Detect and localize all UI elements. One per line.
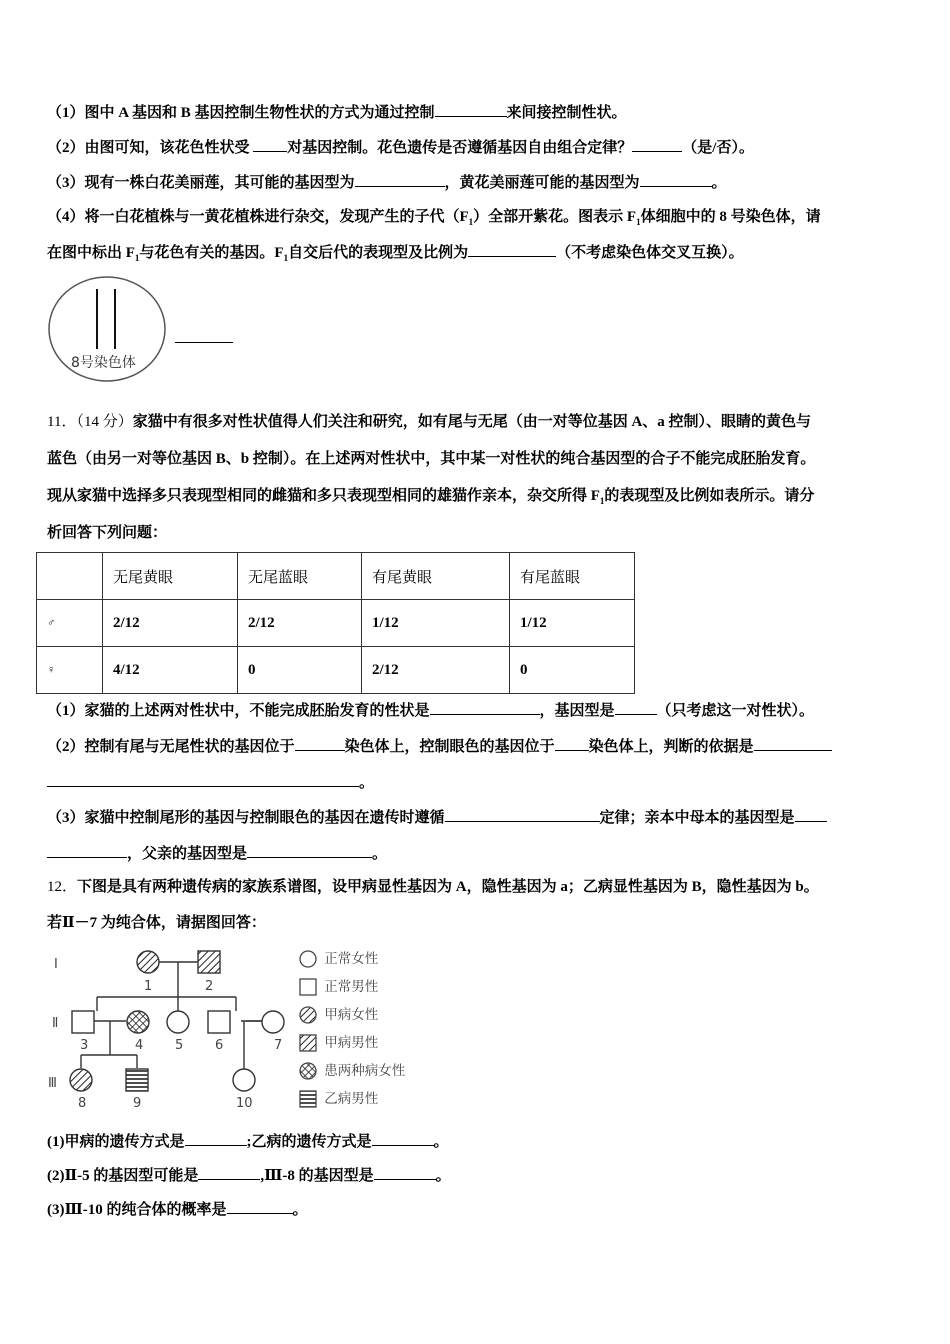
q12-stem-line2 bbox=[47, 913, 266, 933]
q11-sub-1-text: （1）家猫的上述两对性状中，不能完成胚胎发育的性状是 bbox=[47, 703, 430, 719]
square-icon bbox=[298, 977, 320, 997]
answer-blank[interactable] bbox=[227, 1199, 293, 1214]
q11-stem-text-5: 析回答下列问题： bbox=[47, 525, 168, 541]
q10-part-3-mid: ，黄花美丽莲可能的基因型为 bbox=[444, 175, 640, 191]
hatched-square-icon bbox=[298, 1033, 320, 1053]
q10-part-1-tail: 来间接控制性状。 bbox=[506, 105, 627, 121]
q10-part-1 bbox=[47, 102, 627, 123]
q10-part-3 bbox=[47, 172, 727, 193]
table-cell: 0 bbox=[238, 647, 362, 694]
subscript: 1 bbox=[636, 217, 641, 227]
svg-text:9: 9 bbox=[133, 1096, 142, 1110]
answer-blank[interactable] bbox=[555, 736, 589, 751]
q11-sub-2 bbox=[47, 736, 832, 757]
q10-part-4-text-a: （4）将一白花植株与一黄花植株进行杂交，发现产生的子代（F bbox=[47, 209, 469, 225]
q11-stem-text-2: 蓝色（由另一对等位基因 B、b 控制）。在上述两对性状中，其中某一对性状的纯合基因型的合子不能完成胚胎发育。 bbox=[47, 451, 816, 467]
q10-part-3-tail: 。 bbox=[711, 175, 727, 191]
legend-label: 正常女性 bbox=[324, 951, 379, 967]
striped-square-icon bbox=[298, 1089, 320, 1109]
q12-sub-1 bbox=[47, 1131, 449, 1152]
circle-icon bbox=[298, 949, 320, 969]
answer-blank[interactable] bbox=[253, 137, 287, 152]
figure-answer-blank[interactable] bbox=[175, 342, 233, 343]
female-symbol: ♀ bbox=[37, 647, 103, 694]
subscript: 1 bbox=[468, 217, 474, 227]
q11-stem-text-4: 的表现型及比例如表所示。请分 bbox=[604, 488, 815, 504]
q11-sub-2-text: （2）控制有尾与无尾性状的基因位于 bbox=[47, 739, 295, 755]
svg-text:4: 4 bbox=[135, 1038, 144, 1053]
generation-label: Ⅰ bbox=[54, 957, 58, 972]
legend-label: 患两种病女性 bbox=[324, 1063, 406, 1079]
table-cell: 1/12 bbox=[510, 600, 635, 647]
q12-stem-line1 bbox=[47, 877, 819, 897]
answer-blank[interactable] bbox=[295, 736, 345, 751]
table-row bbox=[37, 600, 635, 647]
svg-text:8: 8 bbox=[78, 1096, 87, 1110]
q11-sub-3-mid2: ，父亲的基因型是 bbox=[127, 846, 248, 862]
q11-sub-3-text: （3）家猫中控制尾形的基因与控制眼色的基因在遗传时遵循 bbox=[47, 810, 445, 826]
legend-label: 正常男性 bbox=[324, 979, 379, 995]
q12-sub-3 bbox=[47, 1199, 308, 1220]
q11-sub-3 bbox=[47, 807, 827, 828]
answer-blank[interactable] bbox=[47, 772, 359, 787]
q11-sub-2-cont bbox=[47, 772, 374, 793]
q10-part-2-mid: 对基因控制。花色遗传是否遵循基因自由组合定律？ bbox=[287, 140, 633, 156]
table-row bbox=[37, 647, 635, 694]
table-cell: 2/12 bbox=[362, 647, 510, 694]
q12-sub-2-tail: 。 bbox=[435, 1168, 451, 1184]
generation-label: Ⅱ bbox=[52, 1016, 59, 1031]
subscript: 1 bbox=[283, 253, 289, 263]
answer-blank[interactable] bbox=[445, 807, 600, 822]
answer-blank[interactable] bbox=[355, 172, 445, 187]
q10-part-4-text-d: 在图中标出 F bbox=[47, 245, 135, 261]
svg-text:3: 3 bbox=[80, 1038, 89, 1053]
svg-text:5: 5 bbox=[175, 1038, 184, 1053]
table-header-cell bbox=[37, 553, 103, 600]
q12-sub-1-tail: 。 bbox=[433, 1134, 449, 1150]
legend-normal-male bbox=[298, 975, 378, 997]
svg-text:1: 1 bbox=[144, 979, 153, 994]
generation-label: Ⅲ bbox=[48, 1076, 57, 1091]
answer-blank[interactable] bbox=[247, 843, 372, 858]
answer-blank[interactable] bbox=[468, 242, 556, 257]
q10-part-4-text-f: 自交后代的表现型及比例为 bbox=[288, 245, 469, 261]
q10-part-3-text: （3）现有一株白花美丽莲，其可能的基因型为 bbox=[47, 175, 355, 191]
legend-disease-b-male bbox=[298, 1087, 378, 1109]
q10-part-4-text-g: （不考虑染色体交叉互换）。 bbox=[556, 245, 744, 261]
f1-phenotype-table bbox=[36, 552, 635, 694]
table-cell: 1/12 bbox=[362, 600, 510, 647]
subscript: 1 bbox=[599, 496, 605, 506]
svg-text:6: 6 bbox=[215, 1038, 224, 1053]
q10-part-4-line1 bbox=[47, 207, 821, 227]
q12-stem-text-2: 若Ⅱ－7 为纯合体，请据图回答： bbox=[47, 915, 266, 931]
chromosome-figure[interactable] bbox=[47, 275, 167, 383]
q12-sub-3-tail: 。 bbox=[292, 1202, 308, 1218]
q11-sub-2-mid2: 染色体上，判断的依据是 bbox=[588, 739, 754, 755]
q11-sub-3-tail: 。 bbox=[372, 846, 388, 862]
pedigree-diagram bbox=[44, 945, 294, 1110]
q12-sub-3-text: (3)Ⅲ-10 的纯合体的概率是 bbox=[47, 1202, 227, 1218]
q11-sub-1-tail: （只考虑这一对性状）。 bbox=[656, 703, 815, 719]
answer-blank[interactable] bbox=[615, 700, 657, 715]
q12-stem-text: 下图是具有两种遗传病的家族系谱图，设甲病显性基因为 A，隐性基因为 a；乙病显性基因为 B，隐性基因为 b。 bbox=[77, 879, 819, 895]
chromosome-label: 8号染色体 bbox=[71, 355, 136, 371]
q11-sub-3-mid: 定律；亲本中母本的基因型是 bbox=[599, 810, 795, 826]
legend-disease-a-female bbox=[298, 1003, 378, 1025]
legend-label: 乙病男性 bbox=[324, 1091, 379, 1107]
answer-blank[interactable] bbox=[795, 807, 827, 822]
question-number: 12． bbox=[47, 879, 78, 895]
q12-sub-2-mid: ,Ⅲ-8 的基因型是 bbox=[260, 1168, 374, 1184]
svg-text:7: 7 bbox=[274, 1038, 283, 1053]
legend-disease-a-male bbox=[298, 1031, 378, 1053]
table-cell: 2/12 bbox=[103, 600, 238, 647]
crosshatched-circle-icon bbox=[298, 1061, 320, 1081]
q10-part-4-line2 bbox=[47, 242, 744, 263]
legend-label: 甲病女性 bbox=[324, 1007, 379, 1023]
q11-stem-line1 bbox=[47, 412, 811, 432]
q12-sub-2-text: (2)Ⅱ-5 的基因型可能是 bbox=[47, 1168, 199, 1184]
table-cell: 0 bbox=[510, 647, 635, 694]
hatched-circle-icon bbox=[298, 1005, 320, 1025]
svg-text:10: 10 bbox=[236, 1096, 253, 1110]
svg-text:2: 2 bbox=[205, 979, 214, 994]
table-header-cell: 有尾蓝眼 bbox=[510, 553, 635, 600]
q11-sub-2-mid1: 染色体上，控制眼色的基因位于 bbox=[344, 739, 555, 755]
q10-part-4-text-b: ）全部开紫花。图表示 F bbox=[473, 209, 637, 225]
table-header-cell: 无尾黄眼 bbox=[103, 553, 238, 600]
legend-label: 甲病男性 bbox=[324, 1035, 379, 1051]
question-score: （14 分） bbox=[76, 414, 133, 430]
q12-sub-1-mid: ;乙病的遗传方式是 bbox=[246, 1134, 372, 1150]
pedigree-chart bbox=[44, 945, 294, 1110]
answer-blank[interactable] bbox=[640, 172, 712, 187]
q11-stem-line4 bbox=[47, 523, 167, 543]
q12-sub-1-text: (1)甲病的遗传方式是 bbox=[47, 1134, 185, 1150]
answer-blank[interactable] bbox=[198, 1165, 260, 1180]
table-cell: 2/12 bbox=[238, 600, 362, 647]
q11-stem-text: 家猫中有很多对性状值得人们关注和研究，如有尾与无尾（由一对等位基因 A、a 控制）、眼睛的黄色与 bbox=[132, 414, 812, 430]
q10-part-2 bbox=[47, 137, 754, 158]
table-header-cell: 有尾黄眼 bbox=[362, 553, 510, 600]
q10-part-4-text-c: 体细胞中的 8 号染色体，请 bbox=[640, 209, 821, 225]
table-cell: 4/12 bbox=[103, 647, 238, 694]
answer-blank[interactable] bbox=[47, 843, 127, 858]
q10-part-2-tail: （是/否）。 bbox=[682, 140, 754, 156]
question-number: 11． bbox=[47, 414, 77, 430]
table-header-cell: 无尾蓝眼 bbox=[238, 553, 362, 600]
answer-blank[interactable] bbox=[435, 102, 507, 117]
q11-stem-text-3: 现从家猫中选择多只表现型相同的雌猫和多只表现型相同的雄猫作亲本，杂交所得 F bbox=[47, 488, 600, 504]
q10-part-4-text-e: 与花色有关的基因。F bbox=[139, 245, 284, 261]
male-symbol: ♂ bbox=[37, 600, 103, 647]
legend-normal-female bbox=[298, 947, 378, 969]
q11-sub-1-mid: ，基因型是 bbox=[539, 703, 615, 719]
q11-stem-line2 bbox=[47, 449, 815, 469]
answer-blank[interactable] bbox=[754, 736, 832, 751]
q11-sub-2-tail: 。 bbox=[359, 775, 375, 791]
table-header-row bbox=[37, 553, 635, 600]
answer-blank[interactable] bbox=[372, 1131, 434, 1146]
legend-both-diseases-female bbox=[298, 1059, 405, 1081]
answer-blank[interactable] bbox=[430, 700, 540, 715]
answer-blank[interactable] bbox=[632, 137, 682, 152]
q12-sub-2 bbox=[47, 1165, 451, 1186]
q10-part-1-text: （1）图中 A 基因和 B 基因控制生物性状的方式为通过控制 bbox=[47, 105, 435, 121]
q10-part-2-text: （2）由图可知，该花色性状受 bbox=[47, 140, 254, 156]
answer-blank[interactable] bbox=[185, 1131, 247, 1146]
answer-blank[interactable] bbox=[374, 1165, 436, 1180]
q11-stem-line3 bbox=[47, 486, 814, 506]
subscript: 1 bbox=[134, 253, 140, 263]
q11-sub-3-cont bbox=[47, 843, 387, 864]
q11-sub-1 bbox=[47, 700, 814, 721]
